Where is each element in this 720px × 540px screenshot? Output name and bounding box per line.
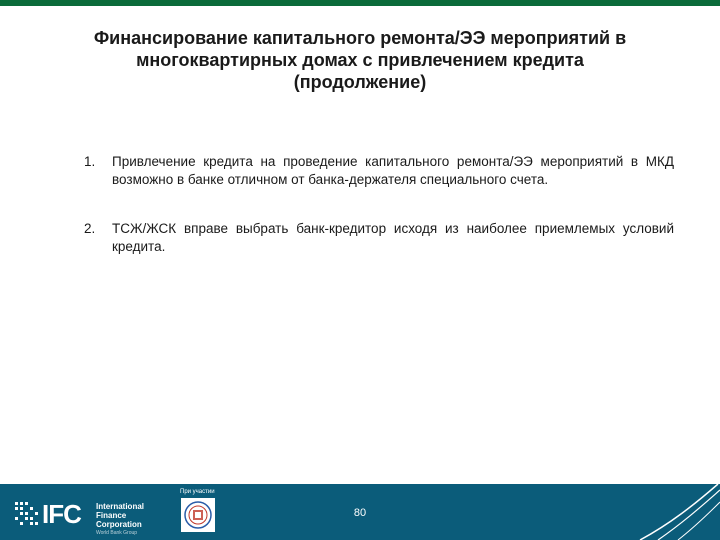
numbered-list bbox=[84, 153, 674, 255]
ifc-name-line-2: Finance Corporation bbox=[96, 511, 142, 529]
ifc-logo bbox=[14, 499, 174, 536]
slide-title-line-1: Финансирование капитального ремонта/ЭЭ мероприятий в bbox=[93, 28, 627, 48]
footer-swoosh-decoration bbox=[600, 484, 720, 540]
ifc-group-label: World Bank Group bbox=[96, 530, 138, 536]
list-item-text: ТСЖ/ЖСК вправе выбрать банк-кредитор исходя из наиболее приемлемых условий кредита. bbox=[112, 221, 674, 254]
partner-label: При участии bbox=[180, 489, 215, 495]
list-item-number: 1. bbox=[84, 154, 96, 169]
ifc-world-map-logo-icon bbox=[14, 501, 40, 527]
slide-title bbox=[40, 27, 680, 93]
list-item-number: 2. bbox=[84, 221, 96, 236]
top-accent-bar bbox=[0, 0, 720, 6]
slide-title-line-3: (продолжение) bbox=[293, 72, 427, 92]
ifc-name bbox=[96, 502, 174, 538]
list-item bbox=[84, 220, 674, 255]
slide-title-line-2: многоквартирных домах с привлечением кредита bbox=[136, 50, 584, 70]
list-item bbox=[84, 153, 674, 188]
ifc-letters: IFC bbox=[42, 499, 81, 529]
ifc-name-line-1: International bbox=[96, 502, 145, 511]
partner-emblem-icon bbox=[181, 498, 215, 532]
page-number: 80 bbox=[353, 507, 367, 519]
list-item-text: Привлечение кредита на проведение капитального ремонта/ЭЭ мероприятий в МКД возможно в банке отличном от банка-держателя специального счета. bbox=[112, 154, 674, 187]
